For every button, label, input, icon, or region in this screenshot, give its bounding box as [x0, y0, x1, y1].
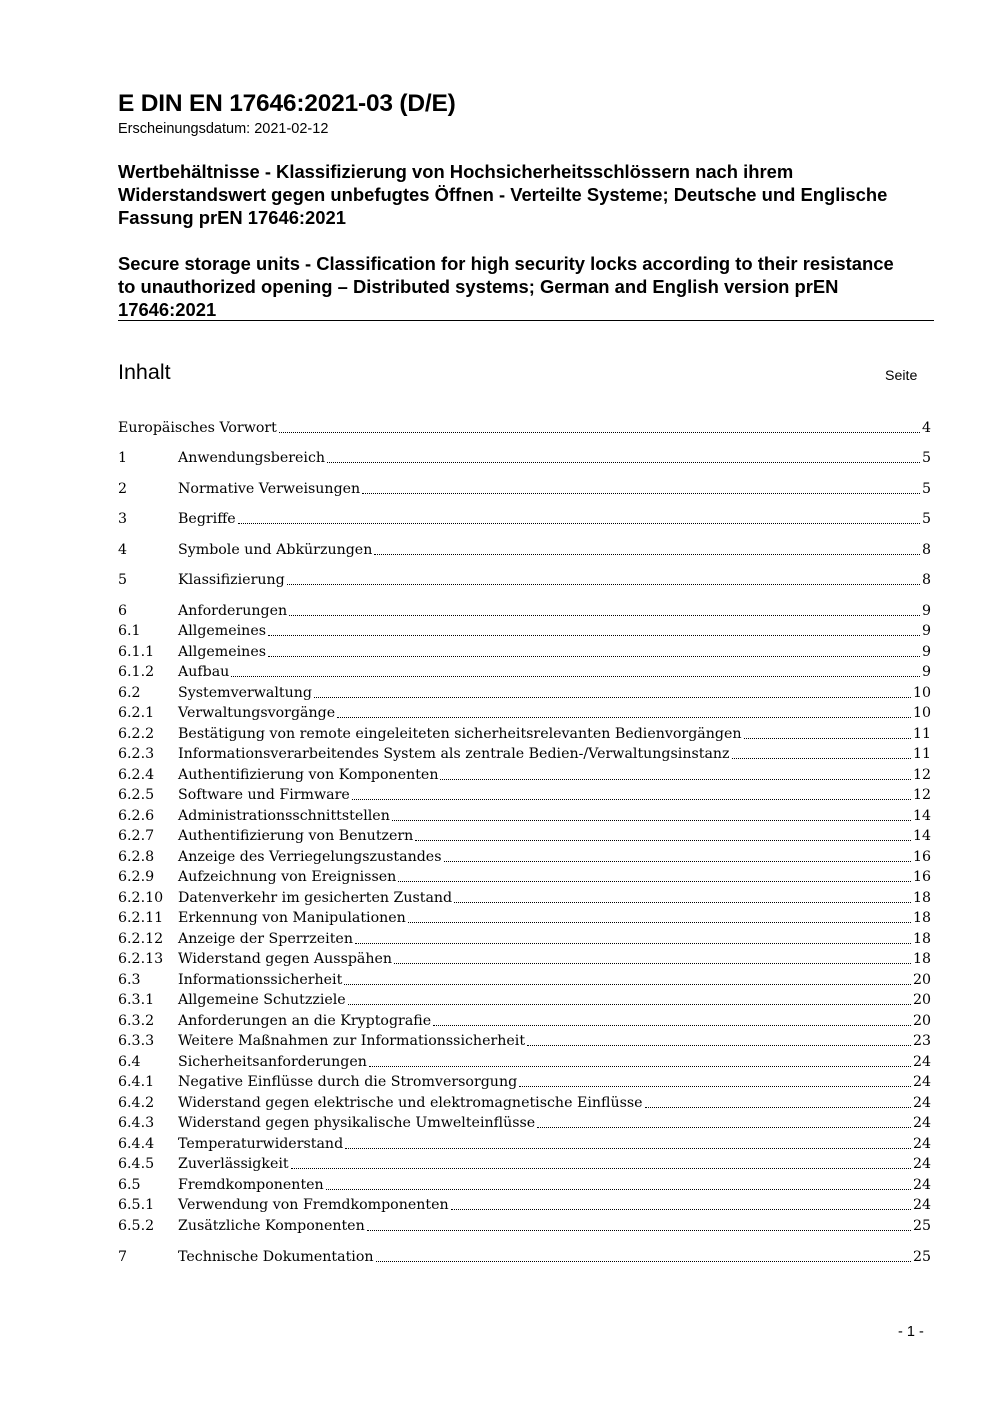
toc-entry-page: 5 [921, 511, 931, 527]
toc-entry-page: 20 [912, 992, 931, 1008]
toc-entry[interactable] [118, 888, 931, 908]
toc-entry-number: 6.2.6 [118, 808, 155, 824]
toc-entry-title: Negative Einflüsse durch die Stromversorgung [178, 1074, 518, 1090]
toc-entry-page: 25 [912, 1249, 931, 1265]
toc-entry-page: 24 [912, 1197, 931, 1213]
toc-dot-leader [433, 1024, 911, 1026]
toc-dot-leader [268, 634, 920, 636]
toc-entry[interactable] [118, 1154, 931, 1174]
toc-entry-page: 14 [912, 808, 931, 824]
toc-entry-number: 6.2.12 [118, 931, 164, 947]
toc-entry[interactable] [118, 765, 931, 785]
toc-entry[interactable] [118, 1247, 931, 1267]
toc-entry-title: Anzeige des Verriegelungszustandes [178, 849, 442, 865]
toc-entry[interactable] [118, 601, 931, 621]
toc-entry-title: Anzeige der Sperrzeiten [178, 931, 353, 947]
toc-entry[interactable] [118, 724, 931, 744]
toc-entry[interactable] [118, 847, 931, 867]
toc-dot-leader [408, 921, 911, 923]
toc-entry-page: 9 [921, 644, 931, 660]
toc-entry-page: 4 [921, 420, 931, 436]
toc-dot-leader [415, 839, 911, 841]
toc-dot-leader [279, 431, 920, 433]
toc-entry-number: 6.2.5 [118, 787, 155, 803]
page-number: - 1 - [898, 1324, 924, 1340]
toc-dot-leader [440, 778, 910, 780]
toc-entry-title: Informationsverarbeitendes System als zentrale Bedien-/Verwaltungsinstanz [178, 746, 730, 762]
toc-dot-leader [327, 461, 920, 463]
toc-entry-page: 11 [912, 746, 931, 762]
toc-entry-page: 5 [921, 450, 931, 466]
toc-dot-leader [519, 1085, 911, 1087]
toc-entry-number: 6.2.9 [118, 869, 155, 885]
toc-entry[interactable] [118, 826, 931, 846]
toc-entry[interactable] [118, 1011, 931, 1031]
toc-entry-title: Temperaturwiderstand [178, 1136, 344, 1152]
toc-entry-number: 6.1.2 [118, 664, 155, 680]
toc-dot-leader [348, 1003, 911, 1005]
toc-dot-leader [352, 798, 911, 800]
toc-entry-title: Anwendungsbereich [178, 450, 326, 466]
toc-entry-number: 3 [118, 511, 128, 527]
toc-entry-title: Sicherheitsanforderungen [178, 1054, 367, 1070]
toc-entry[interactable] [118, 1031, 931, 1051]
toc-entry-page: 16 [912, 849, 931, 865]
toc-entry-number: 6.2.2 [118, 726, 155, 742]
toc-entry-number: 7 [118, 1249, 128, 1265]
toc-entry[interactable] [118, 621, 931, 641]
toc-entry-page: 24 [912, 1054, 931, 1070]
toc-entry-title: Europäisches Vorwort [118, 420, 277, 436]
toc-entry-title: Erkennung von Manipulationen [178, 910, 406, 926]
toc-entry-title: Verwaltungsvorgänge [178, 705, 336, 721]
toc-dot-leader [367, 1229, 911, 1231]
toc-entry-title: Zuverlässigkeit [178, 1156, 289, 1172]
toc-dot-leader [345, 1147, 911, 1149]
toc-entry-number: 6.2.1 [118, 705, 155, 721]
toc-entry-page: 24 [912, 1074, 931, 1090]
toc-entry-title: Widerstand gegen elektrische und elektromagnetische Einflüsse [178, 1095, 643, 1111]
toc-entry-page: 18 [912, 931, 931, 947]
toc-entry[interactable] [118, 1216, 931, 1236]
toc-entry-title: Klassifizierung [178, 572, 285, 588]
toc-entry-title: Systemverwaltung [178, 685, 312, 701]
toc-entry-number: 6.2.10 [118, 890, 164, 906]
toc-entry-title: Allgemeines [178, 623, 266, 639]
toc-entry-number: 6.4.3 [118, 1115, 155, 1131]
toc-entry-number: 6.4 [118, 1054, 141, 1070]
toc-entry-number: 6.3 [118, 972, 141, 988]
toc-entry-number: 6.4.5 [118, 1156, 155, 1172]
toc-entry-number: 6.3.1 [118, 992, 155, 1008]
toc-dot-leader [362, 492, 920, 494]
toc-entry-title: Datenverkehr im gesicherten Zustand [178, 890, 453, 906]
toc-entry-number: 6.5.1 [118, 1197, 155, 1213]
toc-dot-leader [268, 655, 920, 657]
toc-entry-number: 6 [118, 603, 128, 619]
toc-entry-title: Normative Verweisungen [178, 481, 361, 497]
toc-entry-number: 6.3.2 [118, 1013, 155, 1029]
toc-heading: Inhalt [118, 360, 171, 384]
toc-dot-leader [355, 942, 911, 944]
toc-entry[interactable] [118, 785, 931, 805]
toc-entry[interactable] [118, 1113, 931, 1133]
toc-entry[interactable] [118, 908, 931, 928]
toc-entry[interactable] [118, 683, 931, 703]
toc-entry[interactable] [118, 1134, 931, 1154]
title-german: Wertbehältnisse - Klassifizierung von Hochsicherheitsschlössern nach ihrem Widerstandswert gegen unbefugtes Öffnen - Verteilte Systeme; Deutsche und Englische Fassung prEN 17646:2021 [118, 161, 888, 228]
toc-entry[interactable] [118, 1052, 931, 1072]
toc-entry-title: Technische Dokumentation [178, 1249, 374, 1265]
toc-entry[interactable] [118, 867, 931, 887]
toc-entry-title: Informationssicherheit [178, 972, 343, 988]
toc-entry[interactable] [118, 929, 931, 949]
toc-dot-leader [344, 983, 911, 985]
toc-entry-number: 2 [118, 481, 128, 497]
toc-entry-number: 6.3.3 [118, 1033, 155, 1049]
toc-entry-page: 24 [912, 1095, 931, 1111]
toc-entry-title: Authentifizierung von Komponenten [178, 767, 439, 783]
toc-entry[interactable] [118, 1093, 931, 1113]
title-divider [118, 320, 934, 321]
toc-entry[interactable] [118, 744, 931, 764]
toc-entry-number: 6.5 [118, 1177, 141, 1193]
toc-entry[interactable] [118, 1195, 931, 1215]
toc-entry-page: 16 [912, 869, 931, 885]
toc-entry-title: Anforderungen an die Kryptografie [178, 1013, 432, 1029]
toc-dot-leader [645, 1106, 911, 1108]
toc-entry-number: 6.2.7 [118, 828, 155, 844]
toc-entry-page: 25 [912, 1218, 931, 1234]
toc-entry-page: 10 [912, 685, 931, 701]
toc-entry[interactable] [118, 662, 931, 682]
toc-entry-page: 24 [912, 1177, 931, 1193]
toc-entry-number: 1 [118, 450, 128, 466]
toc-entry-title: Authentifizierung von Benutzern [178, 828, 414, 844]
toc-entry[interactable] [118, 1072, 931, 1092]
toc-entry-page: 10 [912, 705, 931, 721]
toc-entry-title: Allgemeine Schutzziele [178, 992, 346, 1008]
toc-entry-title: Software und Firmware [178, 787, 350, 803]
toc-dot-leader [314, 696, 911, 698]
toc-dot-leader [398, 880, 911, 882]
toc-entry-page: 24 [912, 1136, 931, 1152]
toc-entry-title: Administrationsschnittstellen [178, 808, 390, 824]
toc-dot-leader [337, 716, 911, 718]
toc-dot-leader [527, 1044, 911, 1046]
toc-entry-page: 18 [912, 910, 931, 926]
toc-entry-title: Symbole und Abkürzungen [178, 542, 373, 558]
toc-dot-leader [451, 1208, 911, 1210]
toc-dot-leader [291, 1167, 911, 1169]
toc-dot-leader [287, 583, 920, 585]
toc-dot-leader [369, 1065, 911, 1067]
toc-entry-number: 6.2.3 [118, 746, 155, 762]
toc-dot-leader [537, 1126, 911, 1128]
toc-entry-page: 5 [921, 481, 931, 497]
toc-entry-page: 20 [912, 972, 931, 988]
toc-entry-title: Widerstand gegen Ausspähen [178, 951, 393, 967]
toc-entry-title: Weitere Maßnahmen zur Informationssicherheit [178, 1033, 526, 1049]
toc-dot-leader [444, 860, 911, 862]
toc-dot-leader [376, 1260, 911, 1262]
toc-dot-leader [744, 737, 911, 739]
toc-entry-number: 6.5.2 [118, 1218, 155, 1234]
toc-entry-page: 18 [912, 890, 931, 906]
toc-entry-number: 6.2 [118, 685, 141, 701]
toc-dot-leader [289, 614, 920, 616]
toc-dot-leader [394, 962, 911, 964]
toc-entry-title: Anforderungen [178, 603, 288, 619]
toc-entry[interactable] [118, 949, 931, 969]
toc-entry-page: 24 [912, 1156, 931, 1172]
toc-entry-number: 6.1 [118, 623, 141, 639]
toc-entry[interactable] [118, 509, 931, 529]
toc-entry-title: Fremdkomponenten [178, 1177, 324, 1193]
toc-dot-leader [732, 757, 911, 759]
toc-entry-number: 6.4.1 [118, 1074, 155, 1090]
toc-entry-page: 20 [912, 1013, 931, 1029]
toc-entry-number: 6.2.4 [118, 767, 155, 783]
toc-entry-page: 24 [912, 1115, 931, 1131]
toc-entry-title: Verwendung von Fremdkomponenten [178, 1197, 449, 1213]
toc-entry-page: 9 [921, 623, 931, 639]
toc-entry-page: 12 [912, 767, 931, 783]
toc-entry[interactable] [118, 1175, 931, 1195]
toc-entry[interactable] [118, 540, 931, 560]
toc-entry-number: 6.4.4 [118, 1136, 155, 1152]
document-id: E DIN EN 17646:2021-03 (D/E) [118, 90, 456, 117]
title-english: Secure storage units - Classification for high security locks according to their resistance to unauthorized opening – Distributed systems; German and English version prEN 17646:2021 [118, 253, 894, 320]
toc-entry-title: Aufzeichnung von Ereignissen [178, 869, 397, 885]
toc-entry[interactable] [118, 970, 931, 990]
toc-entry-number: 4 [118, 542, 128, 558]
toc-entry[interactable] [118, 570, 931, 590]
toc-entry-page: 9 [921, 664, 931, 680]
toc-entry[interactable] [118, 418, 931, 438]
toc-entry-number: 6.4.2 [118, 1095, 155, 1111]
toc-entry-title: Bestätigung von remote eingeleiteten sicherheitsrelevanten Bedienvorgängen [178, 726, 742, 742]
toc-entry[interactable] [118, 806, 931, 826]
toc-dot-leader [454, 901, 911, 903]
toc-entry-page: 23 [912, 1033, 931, 1049]
toc-entry-number: 6.1.1 [118, 644, 155, 660]
toc-entry-page: 12 [912, 787, 931, 803]
toc-entry[interactable] [118, 990, 931, 1010]
toc-entry-page: 11 [912, 726, 931, 742]
toc-entry-number: 6.2.8 [118, 849, 155, 865]
toc-entry-page: 9 [921, 603, 931, 619]
publication-date: Erscheinungsdatum: 2021-02-12 [118, 121, 329, 137]
toc-entry-title: Widerstand gegen physikalische Umwelteinflüsse [178, 1115, 536, 1131]
toc-entry[interactable] [118, 642, 931, 662]
toc-entry-title: Zusätzliche Komponenten [178, 1218, 365, 1234]
toc-entry-page: 18 [912, 951, 931, 967]
toc-dot-leader [326, 1188, 911, 1190]
toc-dot-leader [231, 675, 920, 677]
toc-entry-page: 8 [921, 542, 931, 558]
toc-entry-page: 8 [921, 572, 931, 588]
toc-entry[interactable] [118, 448, 931, 468]
toc-entry-number: 6.2.13 [118, 951, 164, 967]
toc-entry[interactable] [118, 479, 931, 499]
toc-entry[interactable] [118, 703, 931, 723]
toc-dot-leader [238, 522, 920, 524]
toc-entry-title: Allgemeines [178, 644, 266, 660]
toc-entry-title: Aufbau [178, 664, 230, 680]
toc-dot-leader [374, 553, 920, 555]
toc-entry-number: 6.2.11 [118, 910, 164, 926]
toc-dot-leader [392, 819, 911, 821]
toc-entry-number: 5 [118, 572, 128, 588]
toc-entry-title: Begriffe [178, 511, 236, 527]
toc-entry-page: 14 [912, 828, 931, 844]
toc-page-column-label: Seite [885, 368, 918, 384]
